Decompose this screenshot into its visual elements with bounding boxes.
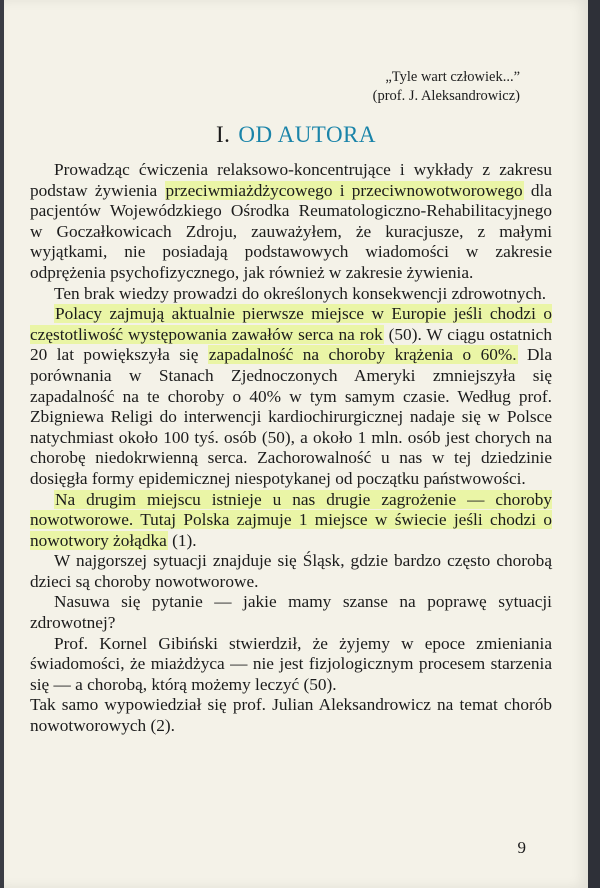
epigraph-quote: „Tyle wart człowiek...” xyxy=(385,69,520,85)
paragraph-1-text-a: Prowadząc ćwiczenia relaksowo-koncentrujące i wykłady z zakresu podstaw żywienia xyxy=(30,160,552,200)
paragraph-6: Nasuwa się pytanie — jakie mamy szanse na poprawę sytuacji zdrowotnej? xyxy=(30,592,552,633)
chapter-number: I. xyxy=(215,122,231,147)
body-text xyxy=(30,160,552,737)
page-number: 9 xyxy=(517,838,526,857)
page-edge xyxy=(588,0,600,888)
chapter-title-text: OD AUTORA xyxy=(238,122,377,147)
paragraph-4-text-a: (1). xyxy=(167,530,197,550)
chapter-title xyxy=(4,122,588,148)
paragraph-3 xyxy=(30,304,552,489)
highlight: Na drugim miejscu istnieje u nas drugie zagrożenie — choroby nowotworowe. Tutaj Polska zajmuje 1 miejsce w świecie jeśli chodzi o nowotwory żołądka xyxy=(30,489,552,550)
highlight: Polacy zajmują aktualnie pierwsze miejsce w Europie jeśli chodzi o częstotliwość występowania zawałów serca na rok xyxy=(30,304,552,344)
book-page xyxy=(4,0,588,888)
epigraph-author: (prof. J. Aleksandrowicz) xyxy=(372,88,520,104)
paragraph-5: W najgorszej sytuacji znajduje się Śląsk, gdzie bardzo często chorobą dzieci są choroby nowotworowe. xyxy=(30,551,552,591)
paragraph-3-text-a: (50). W ciągu ostatnich 20 lat powiększyła się xyxy=(30,324,552,365)
highlight: przeciwmiażdżycowego i przeciwnowotworowego xyxy=(165,180,523,200)
paragraph-4 xyxy=(30,490,552,552)
paragraph-2: Ten brak wiedzy prowadzi do określonych konsekwencji zdrowotnych. xyxy=(54,283,547,303)
paragraph-3-text-b: Dla porównania w Stanach Zjednoczonych Ameryki zmniejszyła się zapadalność na te choroby o 40% w tym samym czasie. Według prof. Zbigniewa Religi do interwencji kardiochirurgicznej nadaje się w Polsce natychmiast około 100 tyś. osób (50), a około 1 mln. osób jest chorych na chorobę niedokrwienną serca. Zachorowalność u nas w tej dziedzinie dosięgła formy epidemicznej niespotykanej od początku państwowości. xyxy=(30,345,552,488)
paragraph-7: Prof. Kornel Gibiński stwierdził, że żyjemy w epoce zmieniania świadomości, że miażdżyca — nie jest fizjologicznym procesem starzenia się — a chorobą, którą możemy leczyć (50). xyxy=(30,633,552,694)
paragraph-1 xyxy=(30,160,552,284)
paragraph-8: Tak samo wypowiedział się prof. Julian Aleksandrowicz na temat chorób nowotworowych (2). xyxy=(30,695,552,736)
epigraph xyxy=(373,68,520,106)
highlight: zapadalność na choroby krążenia o 60%. xyxy=(208,345,517,365)
paragraph-1-text-b: dla pacjentów Wojewódzkiego Ośrodka Reumatologiczno-Rehabilitacyjnego w Goczałkowicach Zdroju, zauważyłem, że kuracjusze, z małymi wyjątkami, nie posiadają podstawowych wiadomości w zakresie odprężenia psychofizycznego, jak również w zakresie żywienia. xyxy=(30,180,552,282)
